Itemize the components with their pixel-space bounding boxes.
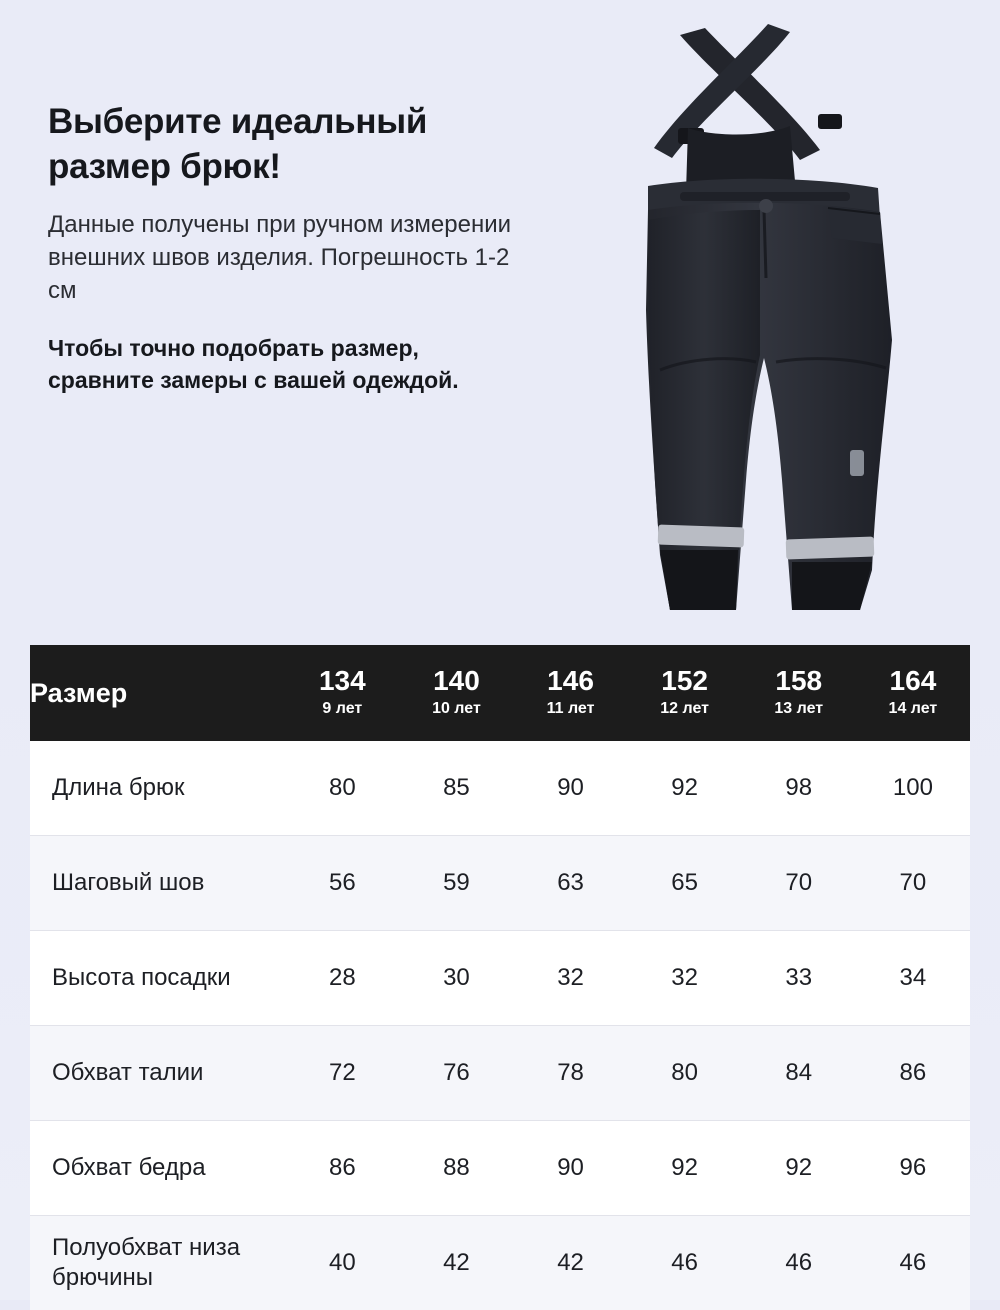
size-table-body: [30, 741, 970, 1310]
size-age: 12 лет: [628, 697, 742, 720]
cell-value: 59: [399, 836, 513, 931]
row-label: Обхват бедра: [30, 1121, 285, 1216]
cell-value: 92: [628, 1121, 742, 1216]
cell-value: 65: [628, 836, 742, 931]
row-label: Обхват талии: [30, 1026, 285, 1121]
cell-value: 40: [285, 1216, 399, 1310]
row-label: Высота посадки: [30, 931, 285, 1026]
cell-value: 28: [285, 931, 399, 1026]
size-table-head: [30, 645, 970, 741]
size-table: [30, 645, 970, 1310]
cell-value: 70: [742, 836, 856, 931]
cell-value: 84: [742, 1026, 856, 1121]
cell-value: 80: [628, 1026, 742, 1121]
size-age: 14 лет: [856, 697, 970, 720]
row-label: Полуобхват низа брючины: [30, 1216, 285, 1310]
header-size-164: [856, 645, 970, 741]
row-label: Длина брюк: [30, 741, 285, 836]
header-row: [30, 645, 970, 741]
page-title: Выберите идеальный размер брюк!: [48, 100, 518, 190]
header-size-146: [513, 645, 627, 741]
cell-value: 46: [856, 1216, 970, 1310]
cell-value: 70: [856, 836, 970, 931]
intro-text-block: [48, 100, 518, 396]
table-row: [30, 836, 970, 931]
cell-value: 46: [628, 1216, 742, 1310]
table-row: [30, 1026, 970, 1121]
cell-value: 96: [856, 1121, 970, 1216]
table-row: [30, 931, 970, 1026]
size-number: 164: [856, 666, 970, 697]
size-number: 158: [742, 666, 856, 697]
cell-value: 86: [856, 1026, 970, 1121]
cell-value: 56: [285, 836, 399, 931]
cell-value: 92: [742, 1121, 856, 1216]
row-label: Шаговый шов: [30, 836, 285, 931]
table-row: [30, 1121, 970, 1216]
cell-value: 98: [742, 741, 856, 836]
cell-value: 34: [856, 931, 970, 1026]
cell-value: 32: [513, 931, 627, 1026]
cell-value: 86: [285, 1121, 399, 1216]
size-number: 146: [513, 666, 627, 697]
size-age: 9 лет: [285, 697, 399, 720]
cell-value: 90: [513, 1121, 627, 1216]
cell-value: 88: [399, 1121, 513, 1216]
cell-value: 30: [399, 931, 513, 1026]
measurement-note: Данные получены при ручном измерении внешних швов изделия. Погрешность 1-2 см: [48, 208, 518, 307]
cell-value: 63: [513, 836, 627, 931]
header-size-134: [285, 645, 399, 741]
size-number: 152: [628, 666, 742, 697]
product-image: [560, 10, 980, 630]
header-size-152: [628, 645, 742, 741]
header-size-158: [742, 645, 856, 741]
ski-pants-illustration: [560, 10, 980, 630]
header-size-140: [399, 645, 513, 741]
size-table-container: [30, 645, 970, 1310]
compare-note: Чтобы точно подобрать размер, сравните замеры с вашей одеждой.: [48, 333, 518, 396]
cell-value: 33: [742, 931, 856, 1026]
size-number: 134: [285, 666, 399, 697]
cell-value: 32: [628, 931, 742, 1026]
cell-value: 85: [399, 741, 513, 836]
table-row: [30, 741, 970, 836]
table-row: [30, 1216, 970, 1310]
size-age: 10 лет: [399, 697, 513, 720]
cell-value: 78: [513, 1026, 627, 1121]
size-age: 13 лет: [742, 697, 856, 720]
cell-value: 42: [513, 1216, 627, 1310]
size-age: 11 лет: [513, 697, 627, 720]
cell-value: 92: [628, 741, 742, 836]
cell-value: 46: [742, 1216, 856, 1310]
header-label: Размер: [30, 645, 285, 741]
cell-value: 80: [285, 741, 399, 836]
cell-value: 100: [856, 741, 970, 836]
size-number: 140: [399, 666, 513, 697]
cell-value: 72: [285, 1026, 399, 1121]
cell-value: 42: [399, 1216, 513, 1310]
cell-value: 90: [513, 741, 627, 836]
cell-value: 76: [399, 1026, 513, 1121]
